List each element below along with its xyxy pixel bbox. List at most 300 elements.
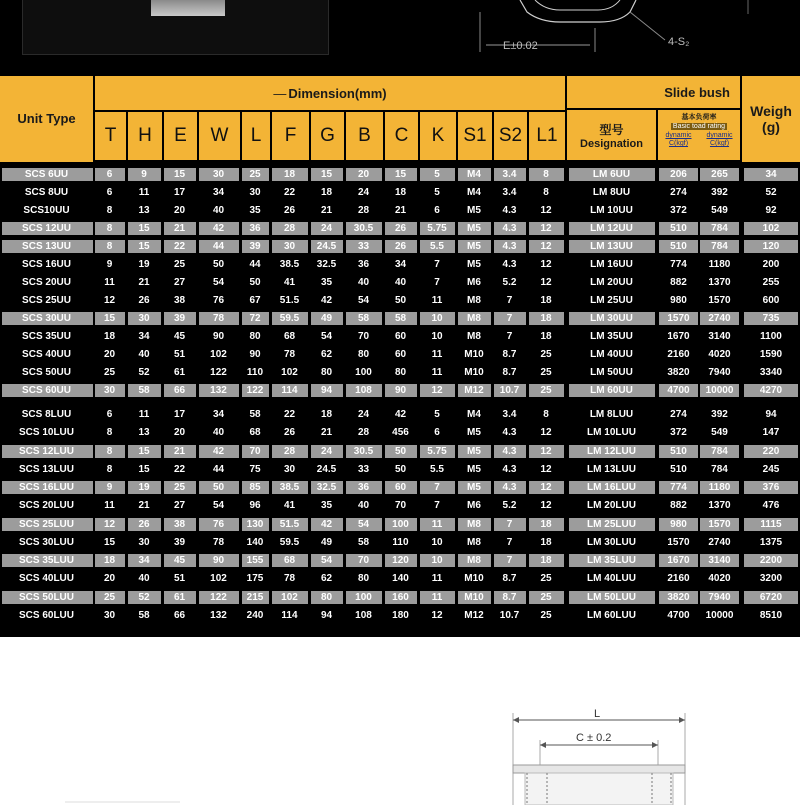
dimension-cell: 42 (320, 295, 333, 306)
static-load-cell: 1180 (708, 259, 731, 270)
top-dimension-drawing (0, 0, 800, 76)
dynamic-load-cell: 3820 (667, 591, 690, 603)
dimension-cell: 26 (283, 205, 296, 216)
dimension-cell: 70 (249, 445, 261, 457)
dimension-cell: 8.7 (502, 349, 517, 360)
dynamic-load-cell: 206 (670, 169, 687, 180)
dimension-cell: 30.5 (353, 223, 374, 234)
dynamic-load-cell: 774 (670, 259, 687, 270)
dimension-cell: 11 (138, 187, 150, 198)
dimension-cell: 4.3 (502, 482, 517, 493)
weight-cell: 52 (765, 187, 777, 198)
dimension-cell: 10 (431, 536, 443, 548)
table-row (0, 589, 800, 606)
dynamic-load-cell: 274 (670, 409, 687, 420)
dimension-cell: 6 (106, 187, 113, 198)
table-row (0, 310, 800, 327)
weight-cell: 92 (765, 205, 777, 216)
table-row (0, 461, 800, 478)
dimension-cell: 40 (138, 349, 150, 360)
dimension-cell: 7 (434, 277, 440, 288)
dimension-cell: 32.5 (316, 259, 337, 270)
column-header-s2: S2 (494, 112, 527, 160)
dimension-cell: 67 (249, 295, 261, 306)
dimension-cell: 28 (283, 445, 296, 457)
designation-cell: LM 40LUU (587, 573, 636, 585)
dynamic-load-cell: 510 (670, 241, 687, 252)
dimension-cell: 34 (212, 187, 225, 198)
basic-load-rating-label: Basic toad rating (672, 123, 726, 130)
dimension-cell: 102 (281, 367, 298, 378)
dimension-cell: 12 (540, 259, 552, 270)
unit-type-header: Unit Type (0, 76, 93, 162)
designation-cell: LM 13UU (590, 241, 633, 252)
weight-cell: 6720 (759, 591, 783, 603)
dimension-cell: 38 (173, 295, 186, 306)
unit-type-cell: SCS 60UU (22, 385, 71, 396)
dimension-cell: 5.75 (427, 445, 447, 457)
dimension-cell: 66 (173, 609, 186, 621)
dimension-cell: 39 (173, 313, 186, 324)
table-row (0, 220, 800, 237)
dimension-cell: 38.5 (279, 482, 300, 493)
dimension-cell: 18 (540, 518, 552, 530)
dimension-cell: 114 (281, 385, 298, 396)
dimension-cell: 54 (212, 500, 225, 512)
dynamic-load-cell: 2160 (667, 349, 690, 360)
column-header-l1: L1 (529, 112, 565, 160)
weight-cell: 255 (762, 277, 780, 288)
weight-cell: 102 (762, 223, 780, 234)
dimension-cell: 12 (540, 205, 552, 216)
unit-type-cell: SCS 40UU (22, 349, 71, 360)
dimension-cell: 120 (392, 555, 409, 566)
dimension-cell: 18 (540, 536, 552, 548)
dimension-cell: 215 (246, 591, 264, 603)
dimension-cell: 50 (212, 259, 225, 270)
dimension-cell: 102 (210, 573, 227, 585)
dimension-cell: 100 (355, 591, 372, 603)
dimension-cell: 122 (210, 367, 227, 378)
dimension-cell: 50 (249, 277, 261, 288)
column-header-s1: S1 (458, 112, 492, 160)
dimension-cell: 42 (212, 445, 225, 457)
dimension-cell: 15 (320, 169, 333, 180)
dimension-cell: 60 (394, 349, 407, 360)
dimension-cell: M5 (467, 427, 481, 439)
dynamic-load-cell: 372 (670, 205, 687, 216)
dimension-cell: 41 (283, 277, 296, 288)
dimension-cell: 3.4 (502, 169, 517, 180)
static-load-cell: 4020 (708, 349, 731, 360)
table-row (0, 328, 800, 345)
designation-cell: LM 20LUU (587, 500, 636, 512)
dimension-cell: M8 (467, 313, 481, 324)
weight-cell: 376 (762, 482, 780, 493)
dimension-cell: M8 (467, 295, 481, 306)
dimension-cell: 24 (357, 409, 370, 420)
dimension-cell: 11 (104, 500, 115, 512)
dimension-cell: 30 (103, 609, 116, 621)
dimension-cell: 456 (392, 427, 409, 439)
dimension-cell: 26 (394, 223, 407, 234)
dimension-cell: M5 (467, 482, 481, 493)
dynamic-load-cell: 3820 (667, 367, 690, 378)
table-row (0, 570, 800, 587)
dimension-cell: 25 (540, 349, 552, 360)
dimension-cell: 28 (283, 223, 296, 234)
dimension-cell: 20 (103, 573, 116, 585)
weight-cell: 1115 (760, 518, 782, 530)
unit-type-cell: SCS 25LUU (18, 518, 74, 530)
dimension-cell: 30 (212, 169, 225, 180)
table-row (0, 479, 800, 496)
table-row (0, 516, 800, 533)
dimension-cell: 5.2 (502, 277, 517, 288)
dimension-cell: 19 (138, 259, 150, 270)
dimension-cell: 30 (138, 313, 150, 324)
dimension-cell: 4.3 (502, 241, 517, 252)
dimension-cell: 8.7 (502, 367, 517, 378)
designation-header (567, 110, 656, 160)
dimension-cell: 10 (431, 313, 443, 324)
dimension-cell: 50 (394, 463, 407, 475)
dimension-cell: 12 (103, 295, 116, 306)
dimension-cell: 25 (173, 259, 186, 270)
dimension-cell: 11 (138, 409, 150, 420)
dimension-cell: 7 (506, 295, 513, 306)
dimension-cell: 8 (106, 241, 113, 252)
dimension-cell: 30 (283, 241, 296, 252)
weight-cell: 1100 (760, 331, 782, 342)
dimension-header-label: Dimension(mm) (288, 85, 387, 101)
dimension-cell: 18 (103, 555, 116, 566)
dimension-cell: 80 (320, 591, 333, 603)
dimension-cell: 78 (212, 313, 225, 324)
dimension-cell: 15 (138, 223, 150, 234)
dimension-cell: M12 (464, 609, 484, 621)
dimension-cell: M8 (467, 536, 481, 548)
dimension-cell: 25 (173, 482, 186, 493)
static-load-cell: 784 (711, 223, 728, 234)
dimension-cell: 54 (320, 331, 333, 342)
static-load-cell: 10000 (705, 609, 734, 621)
dimension-cell: 52 (138, 367, 150, 378)
table-row (0, 346, 800, 363)
dimension-cell: 18 (540, 331, 552, 342)
dimension-cell: 75 (249, 463, 261, 475)
dimension-cell: 4.3 (502, 223, 517, 234)
table-row (0, 534, 800, 551)
dimension-cell: 70 (394, 500, 407, 512)
dimension-cell: 42 (212, 223, 225, 234)
dimension-cell: 44 (212, 463, 225, 475)
dimension-cell: 25 (540, 573, 552, 585)
dimension-cell: 30 (249, 187, 261, 198)
dimension-cell: 102 (281, 591, 298, 603)
dimension-cell: M4 (467, 169, 481, 180)
designation-cell: LM 10LUU (587, 427, 636, 439)
dimension-cell: M12 (464, 385, 484, 396)
weight-cell: 147 (762, 427, 780, 439)
dimension-cell: 11 (431, 591, 443, 603)
weight-cell: 3340 (759, 367, 783, 378)
dimension-cell: 180 (392, 609, 409, 621)
dynamic-load-cell: 774 (670, 482, 687, 493)
designation-cell: LM 35UU (590, 331, 633, 342)
dimension-cell: 33 (357, 463, 370, 475)
dimension-cell: 6 (106, 409, 113, 420)
designation-cell: LM 10UU (590, 205, 633, 216)
dimension-cell: 12 (540, 482, 552, 493)
dimension-cell: 18 (320, 187, 333, 198)
holes-dimension-label: 4-S₂ (668, 36, 690, 48)
dimension-cell: 22 (173, 241, 186, 252)
dimension-cell: 132 (210, 385, 227, 396)
dimension-cell: M4 (467, 409, 481, 420)
dimension-cell: 12 (540, 277, 552, 288)
table-row (0, 238, 800, 255)
dimension-cell: 40 (394, 277, 407, 288)
dimension-cell: 7 (506, 518, 513, 530)
dimension-cell: M10 (464, 349, 484, 360)
column-header-w: W (199, 112, 240, 160)
dimension-cell: 7 (506, 555, 513, 566)
dimension-cell: 6 (434, 205, 440, 216)
designation-cell: LM 60LUU (587, 609, 636, 621)
table-row (0, 607, 800, 624)
dimension-cell: 24 (320, 445, 333, 457)
dimension-cell: 8 (106, 445, 113, 457)
designation-cell: LM 16UU (590, 259, 633, 270)
static-load-cell: 392 (711, 187, 728, 198)
dimension-cell: 40 (357, 500, 370, 512)
dimension-cell: 18 (540, 313, 552, 324)
dimension-cell: 100 (392, 518, 409, 530)
column-header-f: F (272, 112, 309, 160)
unit-type-cell: SCS 12LUU (18, 445, 74, 457)
dynamic-load-cell: 882 (670, 277, 687, 288)
static-load-cell: 7940 (708, 367, 731, 378)
dimension-cell: 8 (543, 169, 549, 180)
dynamic-load-cell: 4700 (667, 385, 690, 396)
dimension-cell: 12 (431, 609, 443, 621)
unit-type-cell: SCS 25UU (22, 295, 71, 306)
weight-cell: 3200 (759, 573, 783, 585)
dimension-cell: 8 (106, 223, 113, 234)
dimension-cell: 59.5 (279, 536, 300, 548)
dimension-cell: 30 (283, 463, 296, 475)
dimension-cell: 9 (106, 482, 113, 493)
dimension-cell: M6 (467, 277, 481, 288)
dimension-cell: 8 (543, 409, 549, 420)
dimension-cell: 3.4 (502, 409, 517, 420)
dimension-cell: 21 (138, 500, 150, 512)
dimension-cell: 94 (320, 609, 333, 621)
column-header-h: H (128, 112, 162, 160)
static-load-cell: 549 (711, 427, 728, 439)
dimension-cell: 11 (431, 518, 443, 530)
dimension-cell: 4.3 (502, 259, 517, 270)
dimension-cell: 12 (540, 463, 552, 475)
dimension-cell: 50 (394, 445, 407, 457)
dimension-header: — Dimension(mm) (95, 76, 565, 110)
static-load-cell: 784 (711, 241, 728, 252)
dimension-cell: 5 (434, 187, 440, 198)
static-load-cell: 3140 (708, 331, 731, 342)
dimension-cell: M5 (467, 463, 481, 475)
dimension-cell: 25 (103, 591, 116, 603)
dimension-cell: 54 (212, 277, 225, 288)
dimension-cell: 90 (394, 385, 407, 396)
dimension-cell: 49 (320, 536, 333, 548)
dimension-cell: 8 (106, 205, 113, 216)
bottom-drawing-area (0, 637, 800, 805)
dimension-cell: 5.5 (430, 241, 444, 252)
dimension-cell: 80 (249, 331, 261, 342)
column-header-e: E (164, 112, 197, 160)
dynamic-load-label: dynamic C(kgf) (665, 132, 692, 147)
static-load-cell: 265 (711, 169, 728, 180)
dynamic-load-cell: 372 (670, 427, 687, 439)
dimension-cell: 18 (320, 409, 333, 420)
load-rating-header (658, 110, 740, 160)
dimension-cell: 12 (540, 500, 552, 512)
dimension-cell: 76 (212, 518, 225, 530)
unit-type-cell: SCS 30UU (22, 313, 71, 324)
unit-type-cell: SCS 8UU (24, 187, 69, 198)
dimension-cell: 70 (357, 555, 370, 566)
dynamic-load-cell: 1670 (667, 555, 690, 566)
designation-cell: LM 8LUU (589, 409, 634, 420)
unit-type-cell: SCS 16LUU (18, 482, 74, 493)
dimension-cell: 62 (320, 573, 333, 585)
dimension-cell: 8 (106, 463, 113, 475)
dimension-cell: 70 (357, 331, 370, 342)
table-row (0, 406, 800, 423)
unit-type-cell: SCS 40LUU (18, 573, 74, 585)
dimension-cell: 60 (394, 331, 407, 342)
designation-cell: LM 8UU (592, 187, 631, 198)
dimension-cell: 7 (506, 331, 513, 342)
dimension-cell: 4.3 (502, 463, 517, 475)
dimension-cell: 39 (173, 536, 186, 548)
unit-type-cell: SCS 10LUU (18, 427, 74, 439)
dimension-cell: 33 (357, 241, 370, 252)
unit-type-cell: SCS 35LUU (18, 555, 74, 566)
dimension-cell: 21 (138, 277, 150, 288)
dimension-cell: 26 (394, 241, 407, 252)
unit-type-cell: SCS10UU (23, 205, 70, 216)
column-header-c: C (385, 112, 418, 160)
dimension-cell: 36 (357, 482, 370, 493)
dimension-cell: 78 (283, 573, 296, 585)
dimension-cell: 25 (249, 169, 261, 180)
dimension-cell: 12 (540, 445, 552, 457)
designation-cell: LM 50LUU (587, 591, 636, 603)
table-row (0, 424, 800, 441)
dimension-cell: 26 (283, 427, 296, 439)
dimension-cell: 90 (212, 555, 225, 566)
static-load-cell: 10000 (705, 385, 734, 396)
bottom-dimension-drawing (0, 637, 800, 805)
dimension-cell: 34 (138, 331, 150, 342)
dimension-cell: 15 (173, 169, 186, 180)
dimension-cell: 54 (357, 518, 370, 530)
dimension-cell: 4.3 (502, 205, 517, 216)
dimension-cell: 24.5 (316, 463, 337, 475)
dynamic-load-cell: 980 (670, 518, 687, 530)
weight-header: Weigh (g) (742, 76, 800, 162)
dimension-cell: 68 (249, 427, 261, 439)
dimension-cell: 13 (138, 205, 150, 216)
weight-cell: 200 (762, 259, 780, 270)
dimension-cell: 58 (394, 313, 407, 324)
dimension-cell: 58 (138, 385, 150, 396)
dimension-cell: 34 (138, 555, 150, 566)
static-load-label: dynamic C(kgf) (706, 132, 733, 147)
dimension-cell: 58 (249, 409, 261, 420)
designation-cell: LM 50UU (590, 367, 633, 378)
column-header-t: T (95, 112, 126, 160)
dimension-cell: 20 (173, 205, 186, 216)
dimension-cell: 80 (320, 367, 333, 378)
dimension-cell: 90 (249, 349, 261, 360)
dimension-cell: 11 (431, 573, 443, 585)
dimension-cell: 62 (320, 349, 333, 360)
dimension-cell: 12 (540, 223, 552, 234)
dimension-cell: 22 (283, 187, 296, 198)
dimension-cell: 35 (320, 277, 333, 288)
dimension-cell: 15 (103, 536, 116, 548)
dimension-cell: 12 (540, 241, 552, 252)
dimension-cell: 12 (103, 518, 116, 530)
dimension-cell: 42 (320, 518, 333, 530)
weight-cell: 94 (765, 409, 777, 420)
designation-label: Designation (580, 137, 643, 150)
designation-cell: LM 30UU (590, 313, 633, 324)
dimension-cell: 50 (212, 482, 225, 493)
dimension-cell: 8 (106, 427, 113, 439)
dimension-cell: M8 (467, 331, 481, 342)
dynamic-load-cell: 510 (670, 223, 687, 234)
dimension-cell: 40 (357, 277, 370, 288)
dimension-cell: 80 (357, 573, 370, 585)
dynamic-load-cell: 1570 (667, 313, 690, 324)
dimension-cell: 72 (249, 313, 261, 324)
unit-type-cell: SCS 13UU (22, 241, 71, 252)
dimension-cell: 26 (138, 518, 150, 530)
dimension-cell: M10 (464, 367, 484, 378)
dimension-cell: 50 (394, 295, 407, 306)
table-row (0, 497, 800, 514)
dimension-cell: 42 (394, 409, 407, 420)
dynamic-load-cell: 882 (670, 500, 687, 512)
dimension-cell: M5 (467, 241, 481, 252)
dimension-cell: M10 (464, 591, 484, 603)
weight-cell: 4270 (759, 385, 783, 396)
dimension-cell: 51.5 (279, 518, 300, 530)
designation-cell: LM 35LUU (587, 555, 636, 566)
dimension-cell: 52 (138, 591, 150, 603)
dimension-cell: 59.5 (279, 313, 300, 324)
dimension-cell: 58 (138, 609, 150, 621)
dimension-cell: 8 (543, 187, 549, 198)
dimension-cell: 45 (173, 555, 186, 566)
table-header (0, 76, 800, 162)
dimension-cell: 58 (357, 536, 370, 548)
dimension-cell: 21 (394, 205, 407, 216)
